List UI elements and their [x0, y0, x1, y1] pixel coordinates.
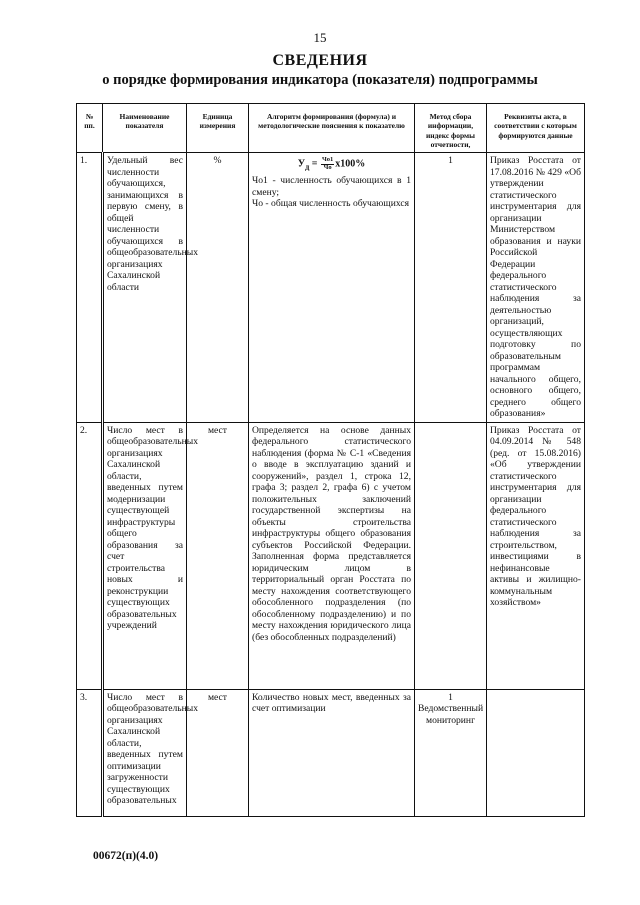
method-cell: [415, 422, 487, 689]
header-unit: Единица измерения: [187, 104, 249, 153]
document-title: СВЕДЕНИЯ: [272, 52, 368, 69]
formula-tail: х100%: [335, 158, 366, 170]
formula-lhs: У: [297, 158, 306, 170]
table-row: [77, 422, 585, 689]
formula-explanation-2: Чо - общая численность обучающихся: [252, 198, 410, 210]
header-requisites: Реквизиты акта, в соответствии с которым формируются данные: [487, 104, 585, 153]
method-cell: 1: [415, 153, 487, 423]
table-header-row: [77, 104, 585, 153]
algorithm-cell: [249, 153, 415, 423]
algorithm-cell: Количество новых мест, введенных за счет оптимизации: [249, 689, 415, 816]
table-row: [77, 689, 585, 816]
header-algorithm: Алгоритм формирования (формула) и методологические пояснения к показателю: [249, 104, 415, 153]
header-method: Метод сбора информации, индекс формы отчетности,: [415, 104, 487, 153]
requisites-cell: [487, 689, 585, 816]
indicator-table: [76, 103, 585, 817]
header-name: Наименование показателя: [103, 104, 187, 153]
formula-denominator: Чо: [323, 163, 332, 171]
indicator-formula: [252, 157, 411, 172]
algorithm-cell: Определяется на основе данных федерального статистического наблюдения (форма № С-1 «Сведения о вводе в эксплуатацию зданий и сооружений», раздел 1, строка 12, графа 3; раздел 2, графа 6) с учетом положительных заключений государственной экспертизы на объекты строительства инфраструктуры общего образования субъектов Российской Федерации. Заполненная форма представляется юридическим лицом в территориальный орган Росстата по месту нахождения соответствующего обособленного подразделения (по обособленному подразделению) и по месту нахождения юридического лица (без обособленных подразделений): [249, 422, 415, 689]
formula-eq: =: [309, 158, 320, 170]
method-cell: 1 Ведомственный мониторинг: [415, 689, 487, 816]
indicator-name: Число мест в общеобразовательных организациях Сахалинской области, введенных путем модернизации существующей инфраструктуры общего образования за счет строительства новых и реконструкции существующих образовательных учреждений: [103, 422, 187, 689]
requisites-cell: Приказ Росстата от 04.09.2014 № 548 (ред. от 15.08.2016) «Об утверждении статистического инструментария для организации федерального статистического наблюдения за строительством, инвестициями в нефинансовые активы и жилищно-коммунальным хозяйством»: [487, 422, 585, 689]
page-number: 15: [313, 30, 327, 45]
formula-fraction: [321, 157, 334, 171]
row-number: 2.: [77, 422, 103, 689]
indicator-name: Число мест в общеобразовательных организациях Сахалинской области, введенных путем оптимизации загруженности существующих образовательных: [103, 689, 187, 816]
indicator-name: Удельный вес численности обучающихся, занимающихся в первую смену, в общей численности обучающихся в общеобразовательных организациях Сахалинской области: [103, 153, 187, 423]
unit-cell: %: [187, 153, 249, 423]
formula-explanation-1: Чо1 - численность обучающихся в 1 смену;: [252, 175, 411, 198]
requisites-cell: Приказ Росстата от 17.08.2016 № 429 «Об утверждении статистического инструментария для организации Министерством образования и науки Российской Федерации федерального статистического наблюдения за деятельностью организаций, осуществляющих подготовку по образовательным программам начального общего, основного общего, среднего общего образования»: [487, 153, 585, 423]
formula-numerator: Чо1: [321, 156, 334, 163]
header-num: № пп.: [77, 104, 103, 153]
row-number: 1.: [77, 153, 103, 423]
row-number: 3.: [77, 689, 103, 816]
document-subtitle: о порядке формирования индикатора (показателя) подпрограммы: [102, 72, 538, 88]
unit-cell: мест: [187, 689, 249, 816]
document-code: 00672(п)(4.0): [93, 850, 159, 862]
formula-lhs-sub: д: [305, 162, 310, 172]
unit-cell: мест: [187, 422, 249, 689]
table-row: [77, 153, 585, 423]
